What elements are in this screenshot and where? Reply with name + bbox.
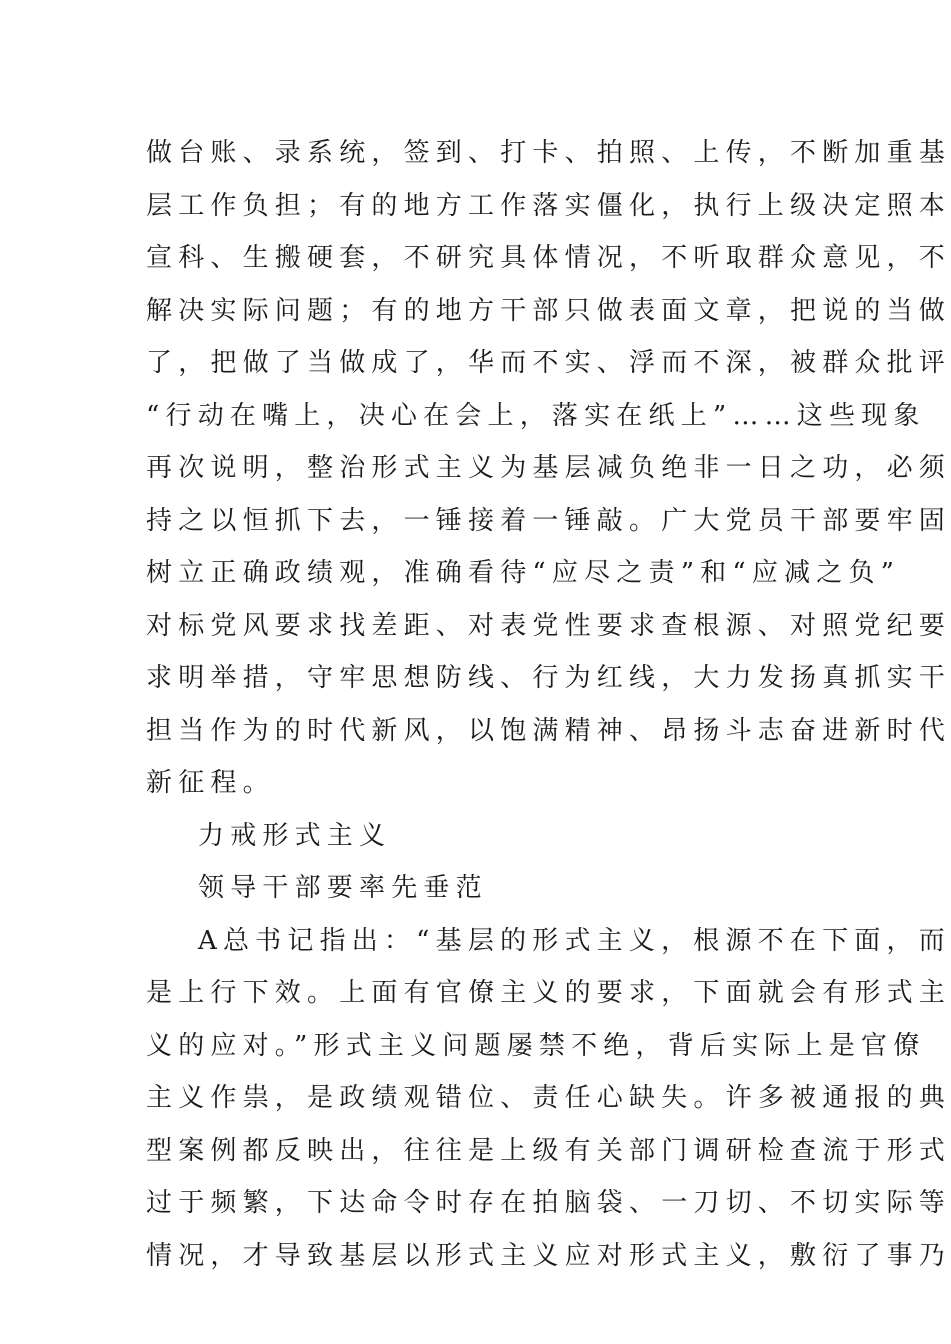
paragraph-2-line-2: 是上行下效。上面有官僚主义的要求，下面就会有形式主	[146, 978, 951, 1008]
paragraph-1-line-2: 层工作负担；有的地方工作落实僵化，执行上级决定照本	[146, 190, 951, 221]
paragraph-1	[146, 127, 951, 810]
paragraph-1-line-4: 解决实际问题；有的地方干部只做表面文章，把说的当做	[146, 295, 951, 326]
paragraph-2-line-6: 过于频繁，下达命令时存在拍脑袋、一刀切、不切实际等	[146, 1188, 951, 1218]
paragraph-1-line-9: 树立正确政绩观，准确看待“应尽之责”和“应减之负”	[146, 558, 901, 588]
section-subheading: 领导干部要率先垂范	[198, 873, 488, 903]
paragraph-1-line-6: “行动在嘴上，决心在会上，落实在纸上”……这些现象	[146, 400, 926, 431]
paragraph-2	[146, 915, 951, 1283]
paragraph-1-line-13: 新征程。	[146, 768, 275, 798]
paragraph-1-line-5: 了，把做了当做成了，华而不实、浮而不深，被群众批评	[146, 348, 951, 378]
document-page	[146, 127, 951, 1282]
paragraph-2-line-4: 主义作祟，是政绩观错位、责任心缺失。许多被通报的典	[146, 1083, 951, 1113]
paragraph-2-line-3: 义的应对。”形式主义问题屡禁不绝，背后实际上是官僚	[146, 1030, 926, 1061]
paragraph-1-line-8: 持之以恒抓下去，一锤接着一锤敲。广大党员干部要牢固	[146, 505, 951, 536]
paragraph-2-line-5: 型案例都反映出，往往是上级有关部门调研检查流于形式	[146, 1135, 951, 1166]
paragraph-1-line-1: 做台账、录系统，签到、打卡、拍照、上传，不断加重基	[146, 138, 951, 168]
paragraph-2-line-7: 情况，才导致基层以形式主义应对形式主义，敷衍了事乃	[146, 1240, 951, 1271]
paragraph-1-line-7: 再次说明，整治形式主义为基层减负绝非一日之功，必须	[146, 453, 951, 483]
paragraph-1-line-3: 宣科、生搬硬套，不研究具体情况，不听取群众意见，不	[146, 243, 951, 273]
paragraph-1-line-11: 求明举措，守牢思想防线、行为红线，大力发扬真抓实干	[146, 663, 951, 693]
paragraph-1-line-12: 担当作为的时代新风，以饱满精神、昂扬斗志奋进新时代	[146, 715, 951, 746]
paragraph-1-line-10: 对标党风要求找差距、对表党性要求查根源、对照党纪要	[146, 610, 951, 641]
paragraph-2-line-1: A总书记指出：“基层的形式主义，根源不在下面，而	[198, 925, 951, 956]
section-heading: 力戒形式主义	[198, 820, 392, 851]
